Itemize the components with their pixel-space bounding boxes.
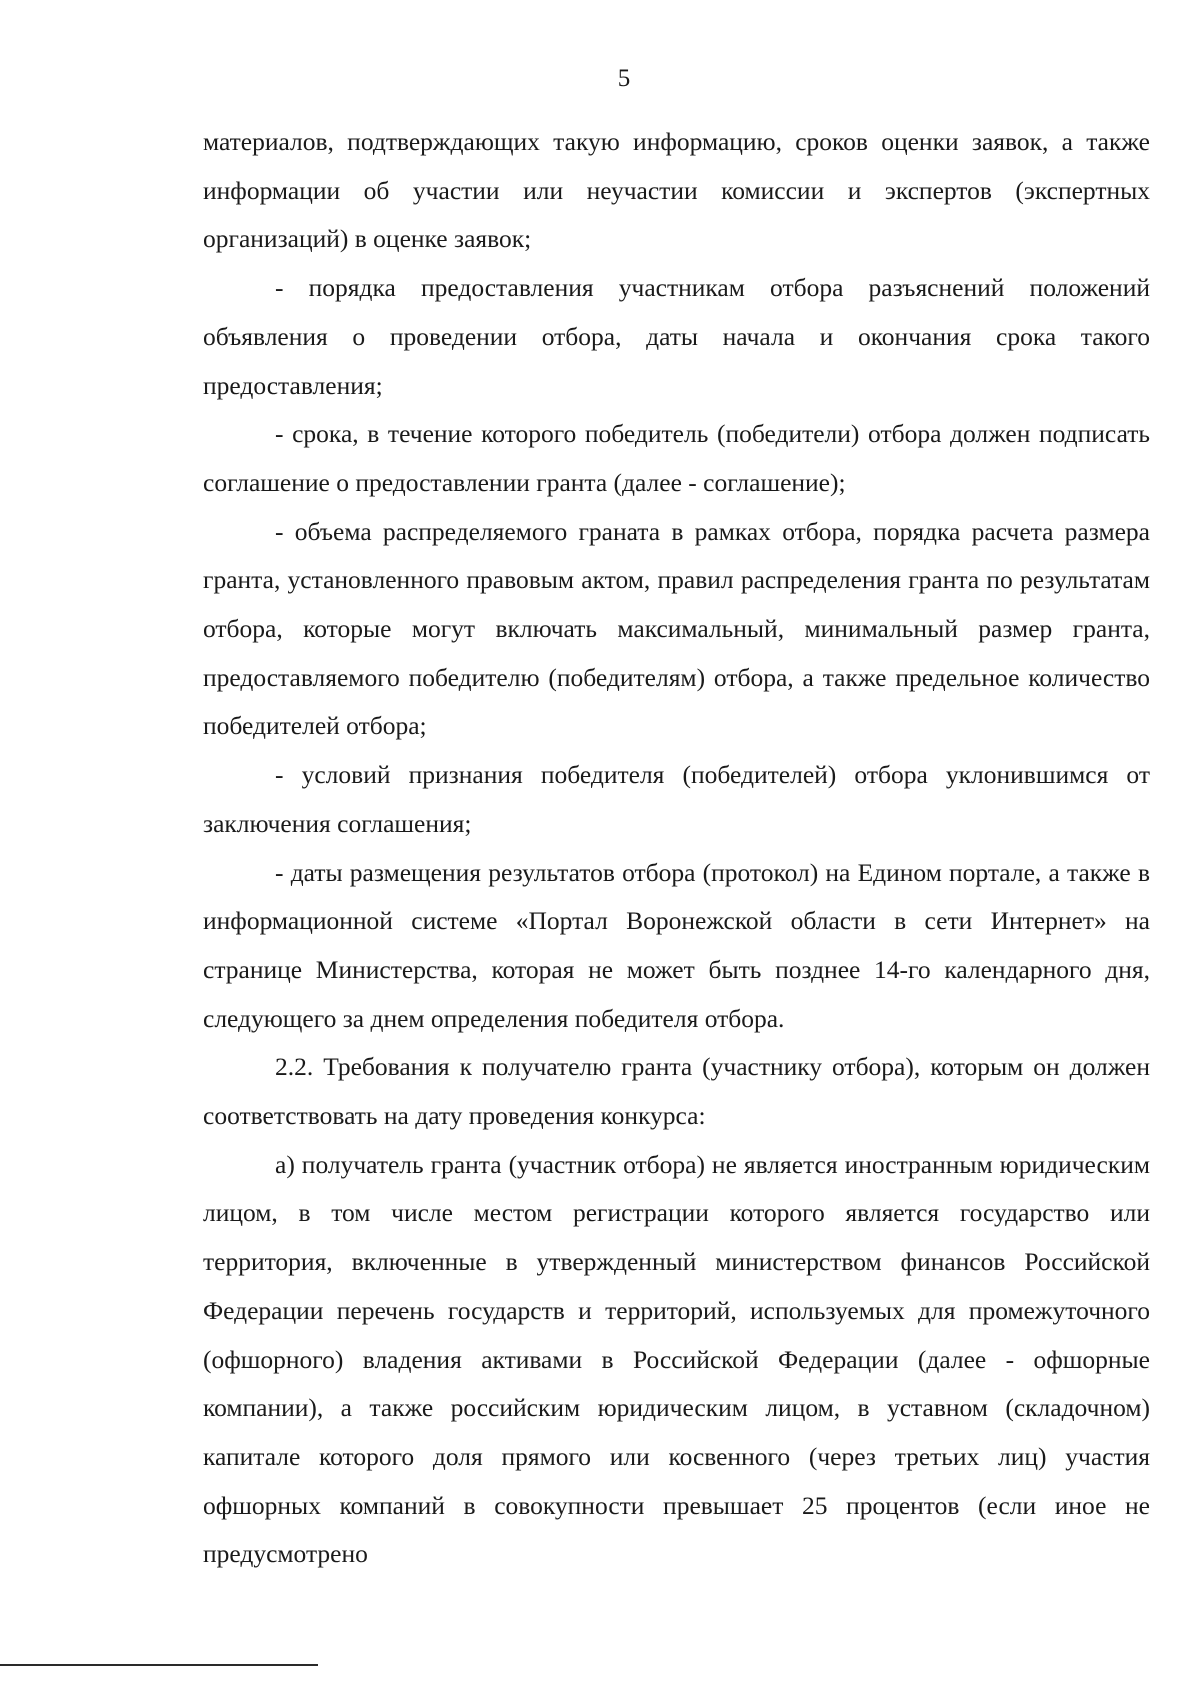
paragraph-evasion-conditions: - условий признания победителя (победителей) отбора уклонившимся от заключения соглашения; bbox=[203, 760, 1150, 838]
paragraph-agreement-deadline: - срока, в течение которого победитель (победители) отбора должен подписать соглашение о предоставлении гранта (далее - соглашение); bbox=[203, 419, 1150, 497]
page-number: 5 bbox=[617, 65, 631, 92]
paragraph-grant-volume: - объема распределяемого граната в рамках отбора, порядка расчета размера гранта, установленного правовым актом, правил распределения гранта по результатам отбора, которые могут включать максимальный, минимальный размер гранта, предоставляемого победителю (победителям) отбора, а также предельное количество победителей отбора; bbox=[203, 516, 1150, 741]
paragraph-results-publication: - даты размещения результатов отбора (протокол) на Едином портале, а также в информационной системе «Портал Воронежской области в сети Интернет» на странице Министерства, которая не может быть позднее 14-го календарного дня, следующего за днем определения победителя отбора. bbox=[203, 857, 1150, 1033]
paragraph-clarification-order: - порядка предоставления участникам отбора разъяснений положений объявления о проведении отбора, даты начала и окончания срока такого предоставления; bbox=[203, 273, 1150, 400]
paragraph-continuation: материалов, подтверждающих такую информацию, сроков оценки заявок, а также информации об участии или неучастии комиссии и экспертов (экспертных организаций) в оценке заявок; bbox=[203, 127, 1150, 254]
paragraph-section-2-2: 2.2. Требования к получателю гранта (участнику отбора), которым он должен соответствовать на дату проведения конкурса: bbox=[203, 1052, 1150, 1131]
document-body bbox=[203, 118, 1150, 1579]
footer-divider bbox=[0, 1664, 318, 1666]
paragraph-requirement-a: а) получатель гранта (участник отбора) не является иностранным юридическим лицом, в том числе местом регистрации которого является государство или территория, включенные в утвержденный министерством финансов Российской Федерации перечень государств и территорий, используемых для промежуточного (офшорного) владения активами в Российской Федерации (далее - офшорные компании), а также российским юридическим лицом, в уставном (складочном) капитале которого доля прямого или косвенного (через третьих лиц) участия офшорных компаний в совокупности превышает 25 процентов (если иное не предусмотрено bbox=[203, 1149, 1150, 1569]
